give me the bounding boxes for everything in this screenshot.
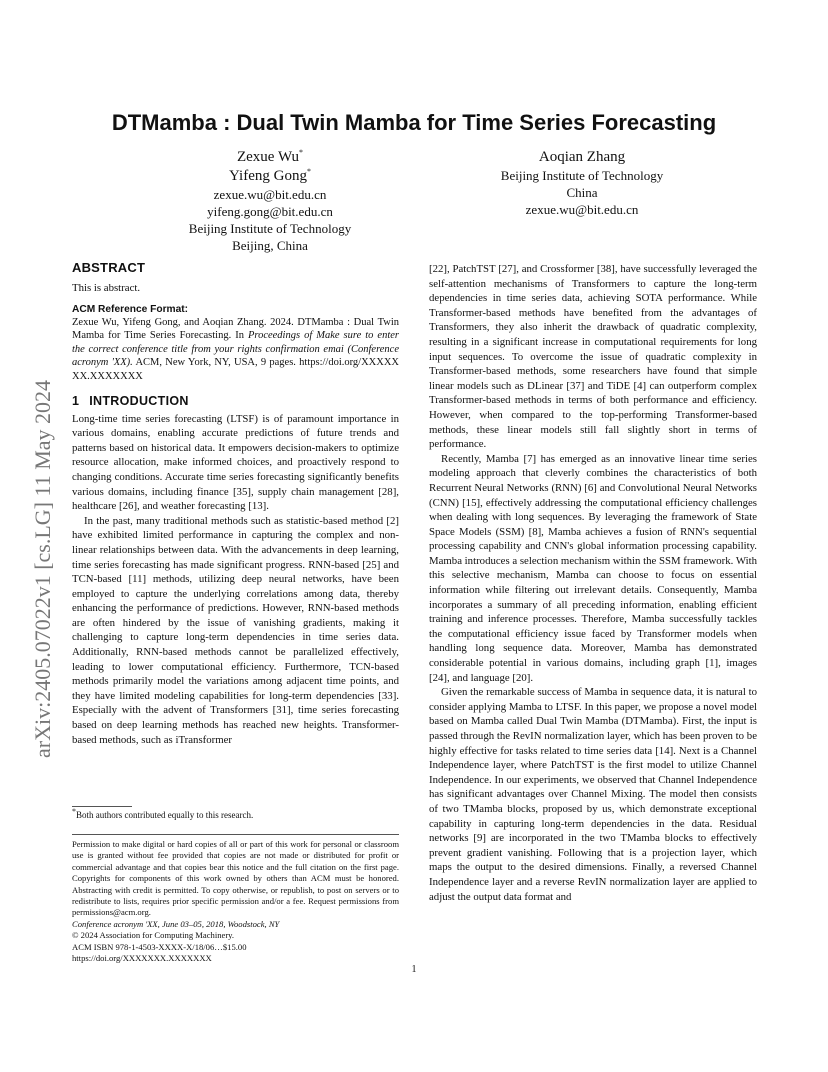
footnote-mark: * <box>306 167 311 176</box>
permission-text: Permission to make digital or hard copies of all or part of this work for personal or classroom use is granted without fee provided that copies are not made or distributed for profit or commercial advantage and that copies bear this notice and the full citation on the first page. Copyrights for components of this work owned by others than ACM must be honored. Abstracting with credit is permitted. To copy otherwise, or republish, to post on servers or to redistribute to lists, requires prior specific permission and/or a fee. Request permissions from permissions@acm.org. <box>72 839 399 918</box>
arxiv-id: arXiv:2405.07022v1 [cs.LG] 11 May 2024 <box>30 379 55 758</box>
acm-ref-heading: ACM Reference Format: <box>72 303 189 315</box>
doi-line: https://doi.org/XXXXXXX.XXXXXXX <box>72 953 212 964</box>
permission-block <box>72 834 399 964</box>
right-paragraph-3: Given the remarkable success of Mamba in sequence data, it is natural to consider applying Mamba to LTSF. In this paper, we propose a novel model based on Mamba called Dual Twin Mamba (DTMamba). First, the input is passed through the RevIN normalization layer, which has been proven to be highly effective for tasks related to time series data [14]. Next is a Channel Independence layer, where PatchTST is the first model to utilize Channel Independence. In our experiments, we observed that Channel Independence has significant advantages over Channel Mixing. The model then consists of two TMamba blocks, proposed by us, which demonstrate exceptional capability in capturing long-term dependencies in the data. Residual networks [9] are incorporated in the two TMamba blocks to effectively prevent gradient vanishing. Following that is a projection layer, which maps the output to the desired dimensions. Finally, a reversed Channel Independence layer and a reverse RevIN normalization layer are applied to adjust the output data format and <box>429 686 757 903</box>
intro-paragraph-2: In the past, many traditional methods such as statistic-based method [2] have exhibited limited performance in capturing the complex and non-linear relationships between data. With the advancements in deep learning, time series forecasting has made significant progress. RNN-based [25] and TCN-based [11] methods, utilizing deep neural networks, have been employed to capture the underlying correlations among data, thereby enhancing the performance of predictions. However, RNN-based methods are often hindered by the issue of vanishing gradients, making it challenging to capture long-term dependencies in time series data. Additionally, RNN-based methods cannot be parallelized effectively, leading to lower computational efficiency. Furthermore, TCN-based methods primarily model the variations among adjacent time points, and they have limited modeling capabilities for long-term dependencies [33]. Especially with the advent of Transformers [31], time series forecasting based on deep learning methods has reached new heights. Transformer-based methods, such as iTransformer <box>72 514 399 746</box>
paper-title: DTMamba : Dual Twin Mamba for Time Series Forecasting <box>111 110 717 135</box>
copyright-line: © 2024 Association for Computing Machinery. <box>72 930 235 941</box>
footnote-mark: * <box>299 148 303 157</box>
author-location: Beijing, China <box>232 238 308 253</box>
page-number: 1 <box>411 964 417 975</box>
author-email: zexue.wu@bit.edu.cn <box>213 187 327 202</box>
footnote-area <box>72 806 399 822</box>
left-column <box>72 260 399 747</box>
author-name: Zexue Wu <box>236 149 299 165</box>
author-institution: Beijing Institute of Technology <box>500 168 664 183</box>
footnote: *Both authors contributed equally to this research. <box>72 807 254 820</box>
section-heading: 1 INTRODUCTION <box>72 393 189 408</box>
author-institution: Beijing Institute of Technology <box>188 221 352 236</box>
intro-paragraph-1: Long-time time series forecasting (LTSF) is of paramount importance in various domains, enabling accurate predictions of future trends and patterns based on historical data. It empowers decision-makers to optimize resource allocation, make informed choices, and proactively respond to changing conditions. Accurate time series forecasting significantly benefits various domains, including finance [35], supply chain management [28], healthcare [26], and weather forecasting [13]. <box>72 412 399 513</box>
right-column <box>429 262 757 904</box>
isbn-line: ACM ISBN 978-1-4503-XXXX-X/18/06…$15.00 <box>72 941 247 952</box>
author-block-right <box>462 148 702 218</box>
abstract-heading: ABSTRACT <box>72 260 146 275</box>
permission-rule <box>72 834 399 835</box>
author-name: Yifeng Gong <box>229 168 307 184</box>
conference-line: Conference acronym 'XX, June 03–05, 2018, Woodstock, NY <box>72 918 280 929</box>
acm-ref-text: Zexue Wu, Yifeng Gong, and Aoqian Zhang. 2024. DTMamba : Dual Twin Mamba for Time Series Forecasting. In Proceedings of Make sure to enter the correct conference title from your rights confirmation emai (Conference acronym 'XX). ACM, New York, NY, USA, 9 pages. https://doi.org/XXXXXXX.XXXXXXX <box>72 316 400 382</box>
footnote-rule <box>72 806 132 807</box>
right-paragraph-1: [22], PatchTST [27], and Crossformer [38], have successfully leveraged the self-attention mechanisms of Transformers to capture the long-term dependencies in time series data, achieving SOTA performance. While Transformer-based methods have benefited from the advantages of Transformers, they also inherit the drawback of quadratic complexity, resulting in a significant increase in computational requirements for long input sequences. To overcome the issue of quadratic complexity in Transformer-based methods, some researchers have found that simple linear models such as DLinear [37] and TiDE [4] can outperform complex Transformer-based methods in terms of both performance and efficiency. However, when compared to the top-performing Transformer-based methods, these linear models still fall slightly short in terms of performance. <box>429 263 757 451</box>
author-name: Aoqian Zhang <box>538 149 626 165</box>
author-email: zexue.wu@bit.edu.cn <box>525 202 639 217</box>
author-email: yifeng.gong@bit.edu.cn <box>207 204 333 219</box>
author-block-left <box>150 148 390 254</box>
right-paragraph-2: Recently, Mamba [7] has emerged as an innovative linear time series modeling approach that cleverly combines the characteristics of both Recurrent Neural Networks (RNN) [6] and Convolutional Neural Networks (CNN) [15], effectively addressing the computational efficiency challenges when dealing with long sequences. By leveraging the framework of State Space Models (SSM) [8], Mamba achieves a fusion of RNN's sequential processing capability and CNN's global information processing capability. Mamba introduces a selection mechanism within the SSM framework. With this selective mechanism, Mamba can choose to focus on essential information while filtering out irrelevant details. Consequently, Mamba incorporates a summary of all preceding information, enabling efficient training and inference processes. Therefore, Mamba successfully tackles the computational efficiency issue faced by Transformer models when handling long sequence data. Moreover, Mamba has demonstrated considerable potential in various domains, including graph [1], images [24], and language [20]. <box>429 452 758 684</box>
author-location: China <box>566 185 598 200</box>
abstract-text: This is abstract. <box>72 282 141 294</box>
